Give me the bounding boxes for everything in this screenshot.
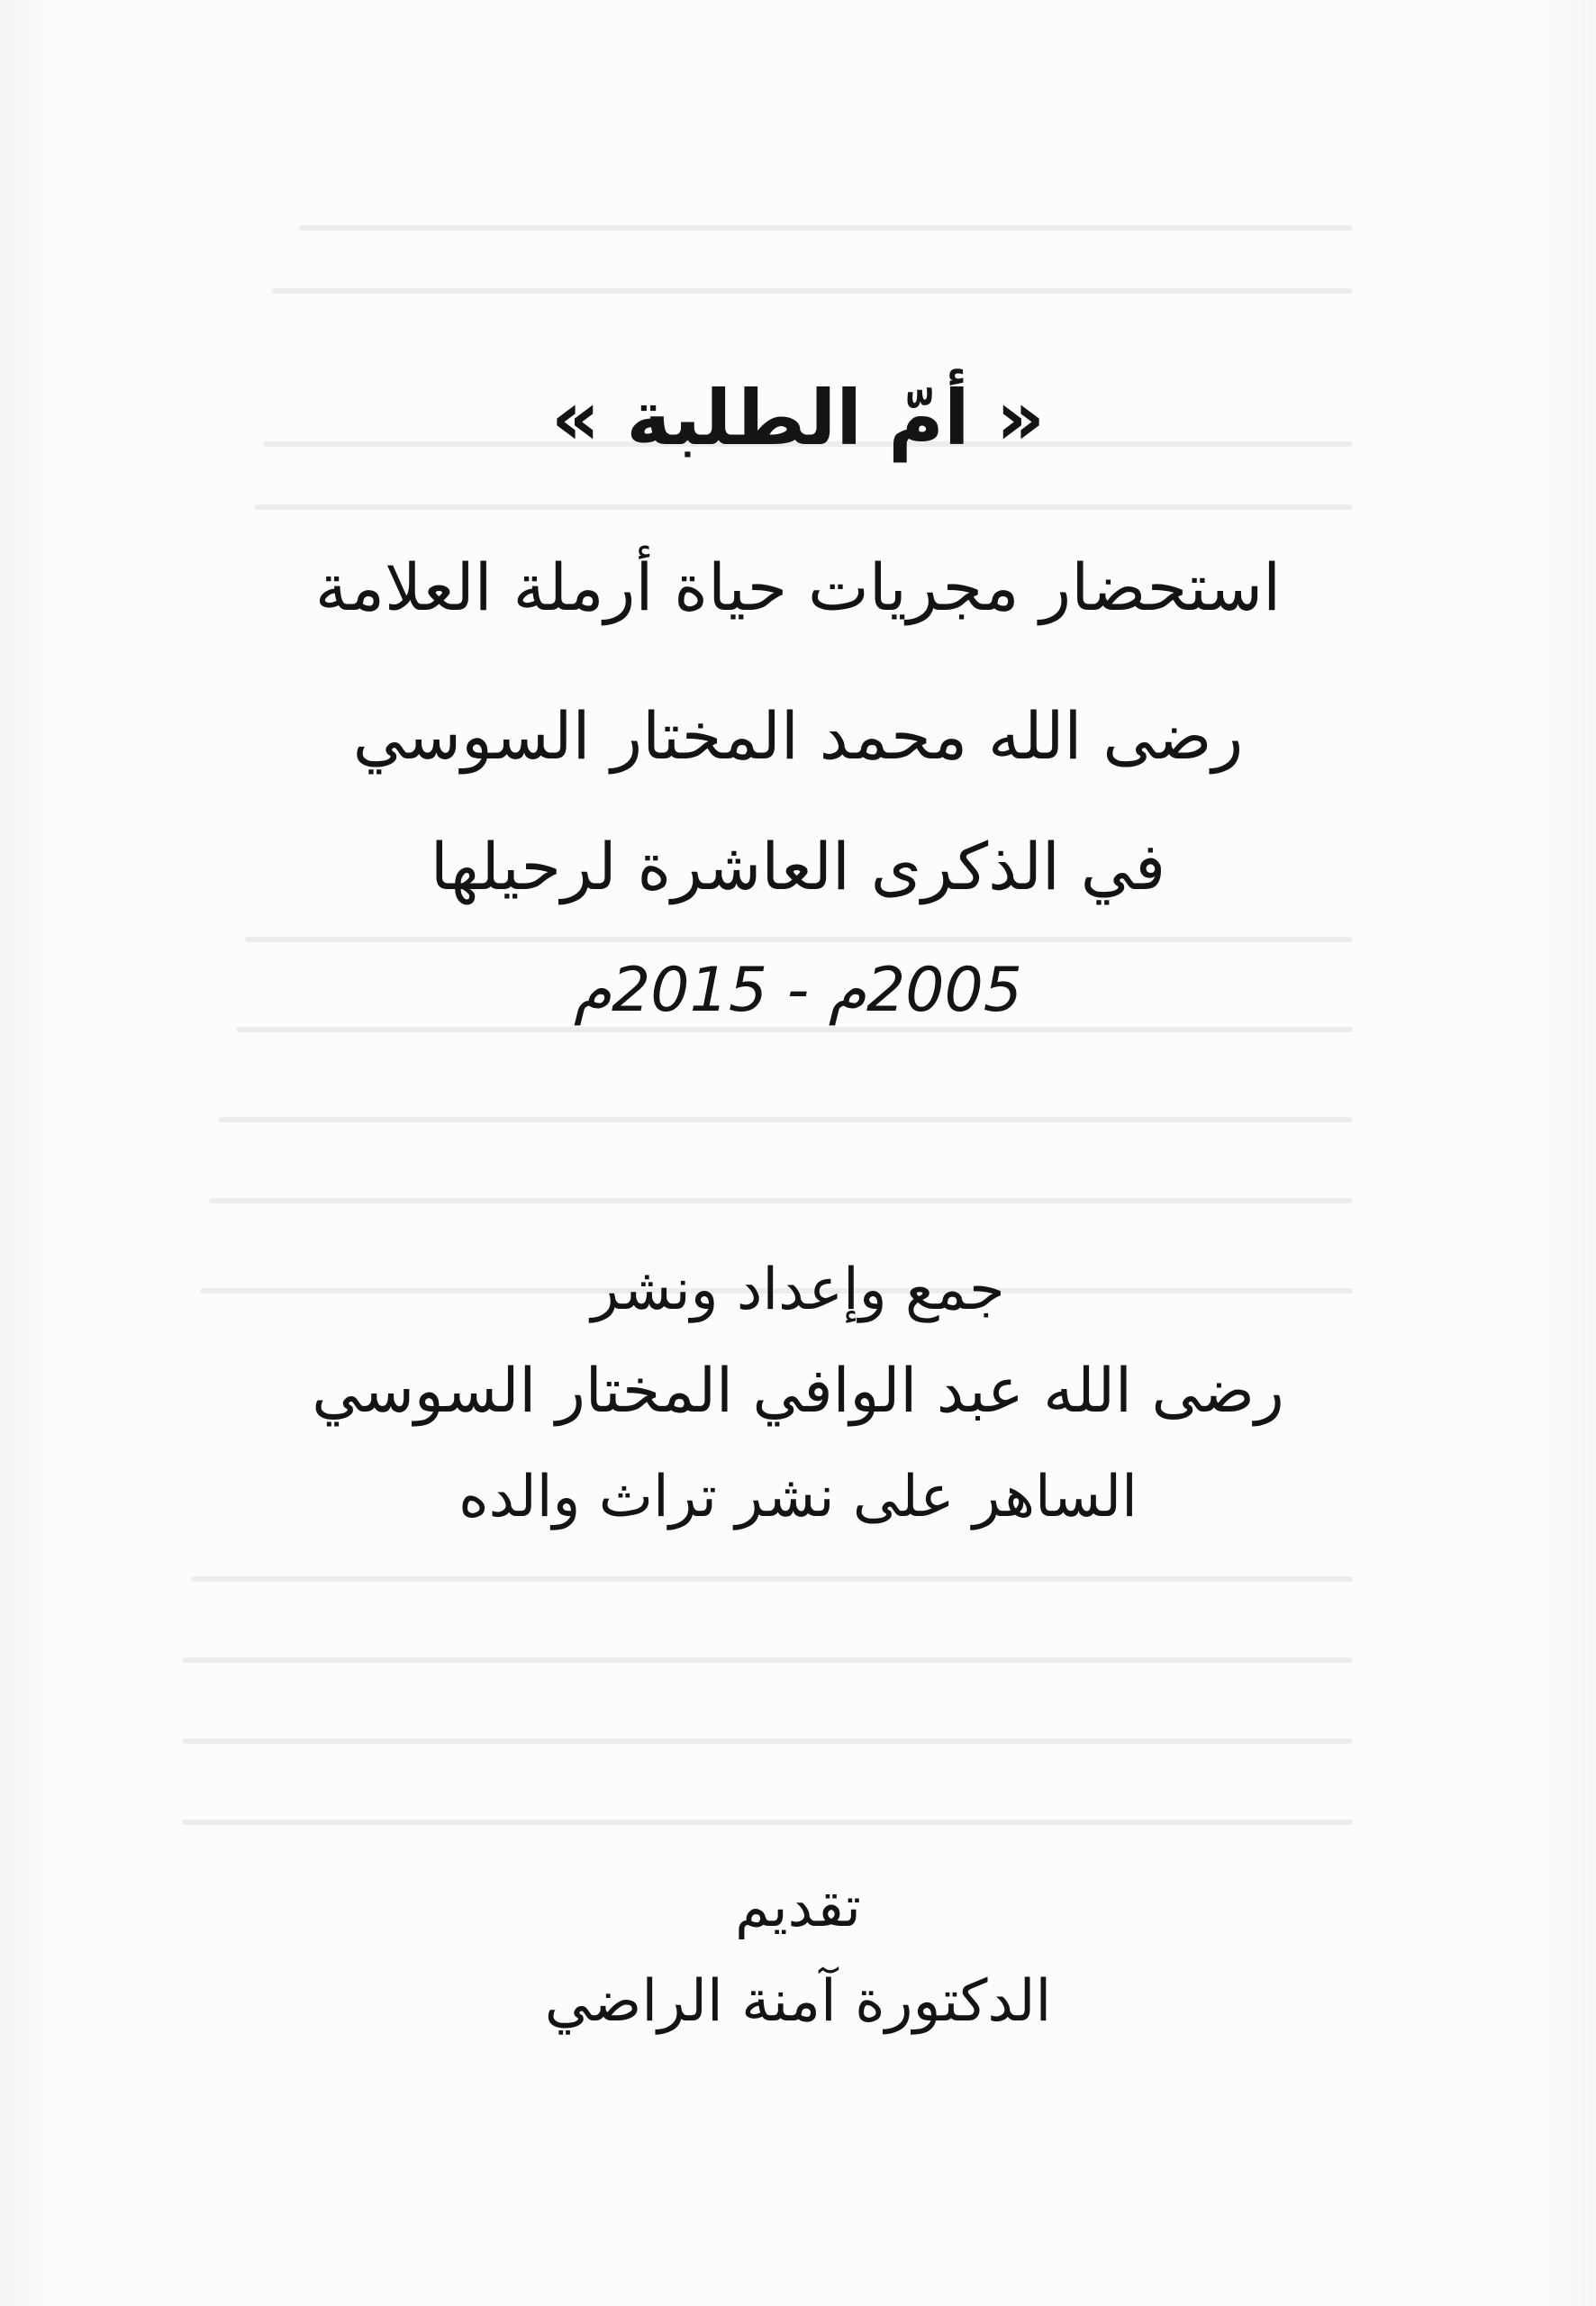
credit-role: جمع وإعداد ونشر [591, 1257, 1005, 1323]
subtitle-line-2: رضى الله محمد المختار السوسي [352, 698, 1244, 774]
credit-author: رضى الله عبد الوافي المختار السوسي [312, 1356, 1284, 1427]
date-range: 2005م - 2015م [573, 955, 1023, 1026]
credit-description: الساهر على نشر تراث والده [458, 1464, 1138, 1530]
book-title: « أمّ الطلبة » [550, 374, 1046, 462]
subtitle-line-1: استحضار مجريات حياة أرملة العلامة [314, 549, 1282, 625]
introduction-label: تقديم [735, 1874, 861, 1939]
introduction-author: الدكتورة آمنة الراضي [544, 1968, 1052, 2035]
subtitle-line-3: في الذكرى العاشرة لرحيلها [430, 829, 1166, 904]
